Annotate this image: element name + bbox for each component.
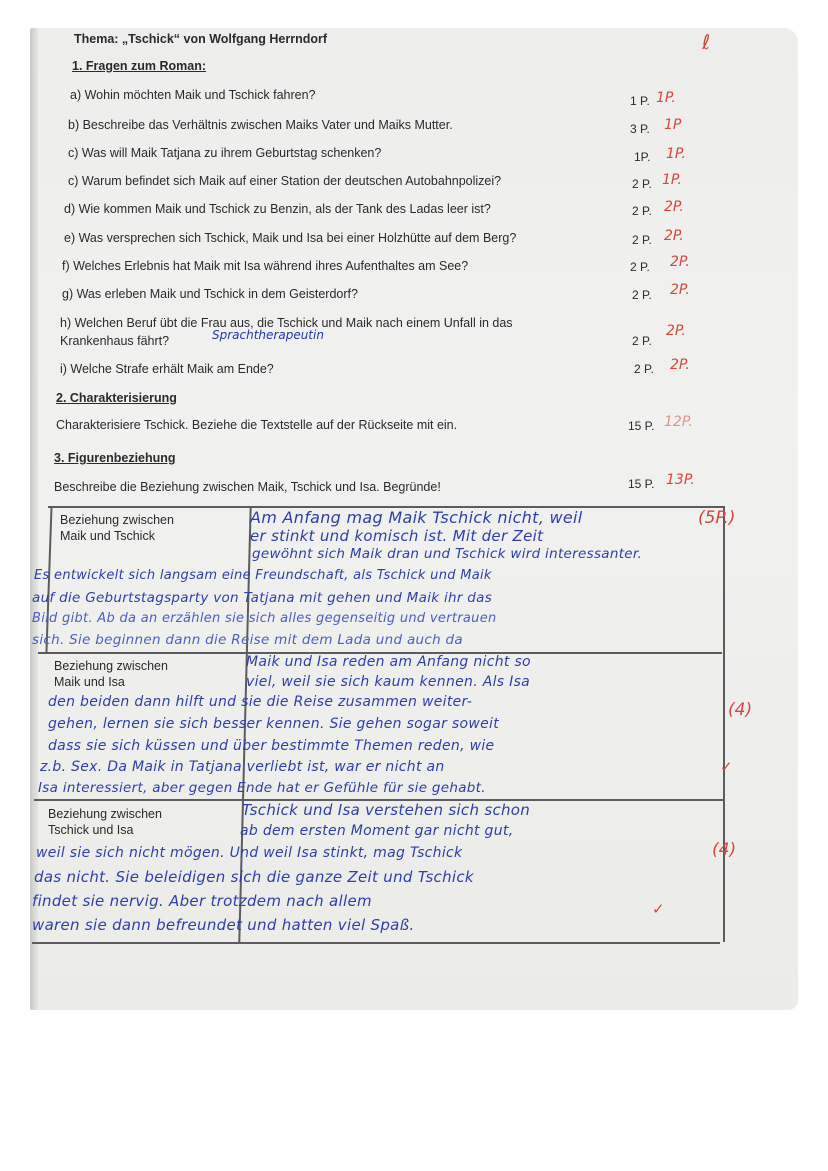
row3-line3: weil sie sich nicht mögen. Und weil Isa stinkt, mag Tschick (36, 845, 463, 861)
row1-label-line2: Maik und Tschick (60, 529, 155, 543)
score-a: 1P. (656, 90, 676, 106)
row2-line2: viel, weil sie sich kaum kennen. Als Isa (246, 674, 531, 690)
points-e: 2 P. (632, 233, 652, 247)
row1-line4: Es entwickelt sich langsam eine Freundschaft, als Tschick und Maik (34, 568, 492, 583)
question-f: f) Welches Erlebnis hat Maik mit Isa während ihres Aufenthaltes am See? (62, 259, 469, 273)
row1-line6: Bild gibt. Ab da an erzählen sie sich alles gegenseitig und vertrauen (32, 611, 497, 626)
row2-line1: Maik und Isa reden am Anfang nicht so (246, 654, 531, 670)
points-h: 2 P. (632, 334, 652, 348)
row2-line3: den beiden dann hilft und sie die Reise zusammen weiter- (48, 694, 473, 710)
row2-label-line2: Maik und Isa (54, 675, 125, 689)
points-f: 2 P. (630, 260, 650, 274)
question-i: i) Welche Strafe erhält Maik am Ende? (60, 362, 274, 376)
question-c1: c) Was will Maik Tatjana zu ihrem Geburtstag schenken? (68, 146, 382, 160)
section2-heading: 2. Charakterisierung (56, 391, 177, 405)
table-right-border (723, 506, 725, 942)
score-i: 2P. (670, 357, 690, 373)
row1-line2: er stinkt und komisch ist. Mit der Zeit (250, 527, 544, 545)
row1-line7: sich. Sie beginnen dann die Reise mit dem Lada und auch da (32, 632, 463, 648)
row3-label-line2: Tschick und Isa (48, 823, 134, 837)
section2-score: 12P. (664, 414, 693, 430)
row1-line3: gewöhnt sich Maik dran und Tschick wird interessanter. (252, 546, 643, 562)
row2-score-mark: (4) (728, 700, 753, 720)
score-g: 2P. (670, 282, 690, 298)
section2-task: Charakterisiere Tschick. Beziehe die Textstelle auf der Rückseite mit ein. (56, 418, 458, 432)
points-i: 2 P. (634, 362, 654, 376)
score-h: 2P. (666, 323, 686, 339)
question-d: d) Wie kommen Maik und Tschick zu Benzin, als der Tank des Ladas leer ist? (64, 202, 491, 216)
worksheet (30, 28, 798, 1010)
row1-line5: auf die Geburtstagsparty von Tatjana mit gehen und Maik ihr das (32, 590, 493, 606)
row2-line6: z.b. Sex. Da Maik in Tatjana verliebt ist, war er nicht an (40, 759, 445, 775)
section1-heading: 1. Fragen zum Roman: (72, 59, 207, 73)
row1-score-mark: (5P.) (698, 508, 736, 528)
score-b: 1P (664, 117, 682, 133)
row2-line4: gehen, lernen sie sich besser kennen. Sie gehen sogar soweit (48, 716, 500, 732)
check-mark-icon: ✓ (652, 900, 665, 918)
worksheet-title: Thema: „Tschick“ von Wolfgang Herrndorf (74, 32, 328, 46)
row2-label (54, 658, 168, 690)
section3-points: 15 P. (628, 477, 655, 491)
row3-line6: waren sie dann befreundet und hatten viel Spaß. (32, 916, 415, 934)
points-c2: 2 P. (632, 177, 652, 191)
question-g: g) Was erleben Maik und Tschick in dem Geisterdorf? (62, 287, 358, 301)
check-mark-icon: ✓ (720, 758, 733, 776)
page-number-mark: ℓ (702, 30, 711, 54)
section3-heading: 3. Figurenbeziehung (54, 451, 176, 465)
section3-task: Beschreibe die Beziehung zwischen Maik, Tschick und Isa. Begründe! (54, 480, 441, 494)
score-e: 2P. (664, 228, 684, 244)
row3-score-mark: (4) (712, 840, 737, 860)
row2-line5: dass sie sich küssen und über bestimmte Themen reden, wie (48, 738, 495, 754)
question-h-continued: Krankenhaus fährt? (60, 334, 170, 348)
points-b: 3 P. (630, 122, 650, 136)
question-c2: c) Warum befindet sich Maik auf einer Station der deutschen Autobahnpolizei? (68, 174, 502, 188)
question-a: a) Wohin möchten Maik und Tschick fahren? (70, 88, 316, 102)
row2-label-line1: Beziehung zwischen (54, 659, 168, 673)
question-b: b) Beschreibe das Verhältnis zwischen Maiks Vater und Maiks Mutter. (68, 118, 453, 132)
row3-line1: Tschick und Isa verstehen sich schon (242, 801, 531, 819)
row3-line5: findet sie nervig. Aber trotzdem nach allem (32, 892, 372, 910)
row1-label (60, 512, 174, 544)
row3-label (48, 806, 162, 838)
points-d: 2 P. (632, 204, 652, 218)
row1-line1: Am Anfang mag Maik Tschick nicht, weil (250, 508, 583, 527)
question-h: h) Welchen Beruf übt die Frau aus, die Tschick und Maik nach einem Unfall in das (60, 316, 513, 330)
score-d: 2P. (664, 199, 684, 215)
points-a: 1 P. (630, 94, 650, 108)
row3-line4: das nicht. Sie beleidigen sich die ganze Zeit und Tschick (34, 868, 474, 886)
score-c1: 1P. (666, 146, 686, 162)
question-e: e) Was versprechen sich Tschick, Maik und Isa bei einer Holzhütte auf dem Berg? (64, 231, 517, 245)
section3-score: 13P. (666, 472, 695, 488)
row1-label-line1: Beziehung zwischen (60, 513, 174, 527)
answer-h: Sprachtherapeutin (212, 328, 324, 342)
table-border-bottom (32, 942, 720, 944)
points-c1: 1P. (634, 150, 651, 164)
row3-label-line1: Beziehung zwischen (48, 807, 162, 821)
section2-points: 15 P. (628, 419, 655, 433)
row2-line7: Isa interessiert, aber gegen Ende hat er Gefühle für sie gehabt. (38, 780, 486, 796)
score-c2: 1P. (662, 172, 682, 188)
score-f: 2P. (670, 254, 690, 270)
row3-line2: ab dem ersten Moment gar nicht gut, (240, 823, 514, 839)
document-photo (30, 28, 798, 1010)
points-g: 2 P. (632, 288, 652, 302)
